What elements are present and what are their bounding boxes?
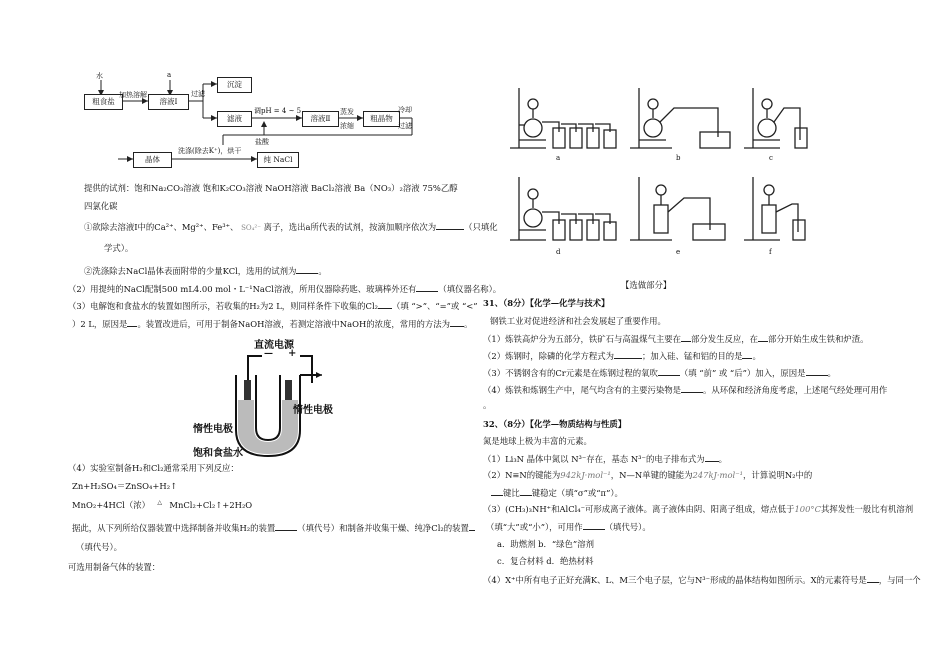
precipitate-box: 沉淀 (217, 77, 252, 93)
question-31-1: （1）炼铁高炉分为五部分，铁矿石与高温煤气主要在 部分发生反应，在 部分开始生成生铁和炉渣。 (483, 334, 869, 344)
crystal-box: 晶体 (133, 152, 172, 168)
apparatus-label-a: a (556, 154, 561, 162)
hydrochloric-label: 盐酸 (255, 138, 269, 146)
question-32-title: 32、（8分）【化学—物质结构与性质】 (483, 419, 627, 429)
question-32-3-cont: （填“大”或“小”），可用作 （填代号）。 (486, 522, 651, 532)
answer-blank[interactable] (681, 384, 703, 393)
solution1-box: 溶液Ⅰ (148, 94, 189, 110)
question-3a: （3）电解饱和食盐水的装置如图所示，若收集的H₂为2 L，则同样条件下收集的Cl₂ （填 “>”、“=”或 “<” (68, 301, 478, 311)
question-4d: 可选用制备气体的装置： (68, 562, 161, 572)
question-32-3-options-1: a．助燃剂 b．“绿色”溶剂 (497, 539, 594, 549)
answer-blank[interactable] (658, 367, 680, 376)
question-4: （4）实验室制备H₂和Cl₂通常采用下列反应： (68, 463, 239, 473)
minus-sign: — (264, 349, 273, 359)
answer-blank[interactable] (583, 521, 605, 530)
filtrate-box: 滤液 (217, 111, 252, 127)
question-31-4-end: 。 (483, 400, 492, 410)
question-31-4: （4）炼铁和炼钢生产中，尾气均含有的主要污染物是 。从环保和经济角度考虑，上述尾气经处理可用作 (483, 385, 888, 395)
question-1b: ②洗涤除去NaCl晶体表面附带的少量KCl，选用的试剂为 。 (84, 266, 327, 276)
question-32-3-options-2: c．复合材料 d．绝热材料 (497, 556, 594, 566)
answer-blank[interactable] (867, 574, 879, 583)
filter1-label: 过滤 (191, 90, 205, 98)
answer-blank[interactable] (520, 487, 532, 496)
answer-blank[interactable] (806, 367, 828, 376)
equation-1: Zn+H₂SO₄＝ZnSO₄+H₂↑ (72, 481, 178, 491)
water-label: 水 (96, 72, 103, 80)
reagents-line-2: 四氯化碳 (84, 201, 118, 211)
plus-sign: + (288, 348, 297, 359)
apparatus-label-c: c (769, 154, 773, 162)
heat-condition: △ (157, 499, 163, 506)
adjust-ph-label: 调pH = 4 ~ 5 (254, 107, 302, 115)
question-32-3: （3）(CH₃)₃NH⁺和AlCl₄⁻可形成离子液体。离子液体由阴、阳离子组成，熔点低于100°C其挥发性一般比有机溶剂 (483, 504, 914, 514)
equation-2: MnO₂+4HCl（浓） △ MnCl₂+Cl₂↑+2H₂O (72, 499, 253, 510)
question-31-3: （3）不锈钢含有的Cr元素是在炼钢过程的氧吹 （填 “前” 或 “后”）加入，原因是 。 (483, 368, 836, 378)
pure-nacl-box: 纯 NaCl (257, 152, 299, 168)
sulfate-ion: SO₄²⁻ (241, 224, 261, 232)
cool-label: 冷却 (398, 106, 412, 114)
answer-blank[interactable] (614, 350, 642, 359)
question-32-2-cont: 键比 键稳定（填“σ”或“π”）。 (491, 487, 623, 498)
reagents-line: 提供的试剂：饱和Na₂CO₃溶液 饱和K₂CO₃溶液 NaOH溶液 BaCl₂溶液 Ba（NO₃）₂溶液 75%乙醇 (84, 183, 458, 193)
apparatus-label-d: d (556, 248, 561, 256)
answer-blank[interactable] (705, 453, 719, 462)
question-2: （2）用提纯的NaCl配制500 mL4.00 mol・L⁻¹NaCl溶液，所用仪器除药匙、玻璃棒外还有 （填仪器名称）。 (68, 284, 502, 294)
answer-blank[interactable] (758, 333, 768, 342)
evaporate-label: 蒸发 (340, 108, 354, 116)
question-31-2: （2）炼钢时，除磷的化学方程式为 ；加入硅、锰和铝的目的是 。 (483, 351, 761, 361)
answer-blank[interactable] (491, 487, 503, 496)
bond-energy-2: 247kJ·mol⁻¹ (692, 470, 743, 480)
right-electrode-label: 惰性电极 (293, 405, 333, 416)
heat-dissolve-label: 加热溶解 (119, 91, 147, 99)
wash-label: 洗涤(除去K⁺)，烘干 (178, 147, 242, 155)
left-electrode-label: 惰性电极 (193, 424, 233, 435)
apparatus-label-e: e (676, 248, 681, 256)
apparatus-label-f: f (769, 248, 772, 256)
question-31-title: 31、（8分）【化学—化学与技术】 (483, 298, 610, 308)
question-32-2: （2）N≡N的键能为942kJ·mol⁻¹，N—N单键的键能为247kJ·mol⁻¹，计算说明N₂中的 (483, 470, 813, 480)
reagent-a-label: a (167, 71, 172, 79)
answer-blank[interactable] (742, 350, 752, 359)
power-supply-label: 直流电源 (254, 340, 294, 351)
question-4b: 据此，从下列所给仪器装置中选择制备并收集H₂的装置 （填代号）和制备并收集干燥、纯净Cl₂的装置 (72, 522, 475, 533)
question-3b: ）2 L，原因是 。装置改进后，可用于制备NaOH溶液，若测定溶液中NaOH的浓度，常用的方法为 。 (72, 319, 473, 329)
question-31-intro: 钢铁工业对促进经济和社会发展起了重要作用。 (490, 316, 666, 326)
answer-blank[interactable] (681, 333, 691, 342)
question-4c: （填代号）。 (76, 542, 123, 552)
section-heading: 【选做部分】 (621, 280, 672, 290)
brine-label: 饱和食盐水 (193, 448, 243, 459)
question-1a-cont: 学式）。 (104, 243, 134, 253)
temperature: 100°C (794, 504, 822, 514)
apparatus-label-b: b (676, 154, 681, 162)
question-32-1: （1）Li₃N 晶体中氮以 N³⁻存在，基态 N³⁻的电子排布式为 。 (483, 454, 727, 464)
question-1a: ①欲除去溶液Ⅰ中的Ca²⁺、Mg²⁺、Fe³⁺、 SO₄²⁻ 离子，选出a所代表的试剂，按滴加顺序依次为 （只填化 (84, 222, 498, 232)
concentrate-label: 浓缩 (340, 122, 354, 130)
filter2-label: 过滤 (398, 122, 412, 130)
crude-crystal-box: 粗晶物 (363, 111, 400, 127)
question-32-4: （4）X⁺中所有电子正好充满K、L、M三个电子层，它与N³⁻形成的晶体结构如图所示。X的元素符号是 ，与同一个 (483, 575, 921, 585)
question-32-intro: 氮是地球上极为丰富的元素。 (483, 436, 592, 446)
solution2-box: 溶液Ⅱ (302, 111, 339, 127)
crude-salt-box: 粗食盐 (84, 94, 123, 110)
bond-energy-1: 942kJ·mol⁻¹ (560, 470, 611, 480)
